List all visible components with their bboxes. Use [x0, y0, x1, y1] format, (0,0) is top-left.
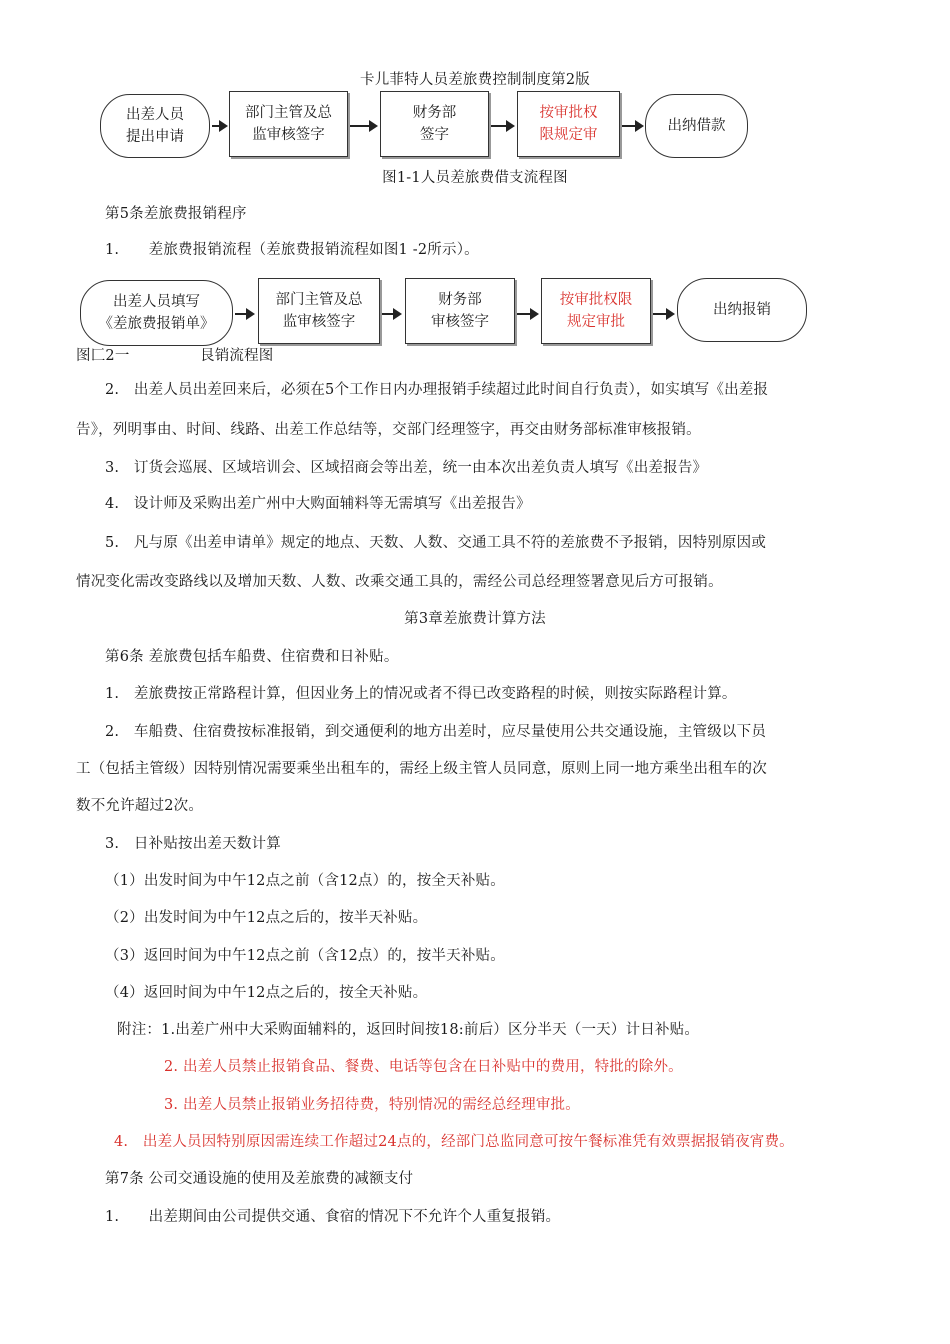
- note-2: 2. 出差人员禁止报销食品、餐费、电话等包含在日补贴中的费用，特批的除外。: [164, 1059, 683, 1075]
- flow2-node-text: 出纳报销: [713, 302, 771, 318]
- article-6-item-2-line-1: 2. 车船费、住宿费按标准报销，到交通便利的地方出差时，应尽量使用公共交通设施，主管级以下员: [105, 724, 767, 740]
- article-5-item-1: 1. 差旅费报销流程（差旅费报销流程如图1 -2所示）。: [105, 242, 479, 258]
- subitem-2: （2）出发时间为中午12点之后的，按半天补贴。: [105, 910, 428, 926]
- article-7-title: 第7条 公司交通设施的使用及差旅费的减额支付: [105, 1171, 414, 1187]
- flow2-node-text: 财务部: [438, 292, 482, 308]
- subitem-1: （1）出发时间为中午12点之前（含12点）的，按全天补贴。: [105, 873, 505, 889]
- flow2-node-text: 部门主管及总: [275, 292, 363, 308]
- flow1-node-text: 财务部: [412, 105, 457, 121]
- article-6-item-1: 1. 差旅费按正常路程计算，但因业务上的情况或者不得已改变路程的时候，则按实际路程计算。: [105, 686, 737, 702]
- flow1-node-text: 监审核签字: [252, 127, 325, 143]
- para-4: 4. 设计师及采购出差广州中大购面辅料等无需填写《出差报告》: [105, 496, 531, 512]
- flow2-caption-right: 艮销流程图: [200, 348, 274, 364]
- flow2-node-fill-form: [80, 280, 233, 346]
- article-6-title: 第6条 差旅费包括车船费、住宿费和日补贴。: [105, 649, 399, 665]
- article-5-title: 第5条差旅费报销程序: [105, 206, 247, 222]
- para-3: 3. 订货会巡展、区域培训会、区域招商会等出差，统一由本次出差负责人填写《出差报告》: [105, 460, 708, 476]
- flow1-node-manager: [229, 91, 348, 157]
- article-7-item-1: 1. 出差期间由公司提供交通、食宿的情况下不允许个人重复报销。: [105, 1209, 561, 1225]
- subitem-4: （4）返回时间为中午12点之后的，按全天补贴。: [105, 985, 428, 1001]
- flow2-node-text: 监审核签字: [282, 314, 356, 330]
- article-6-item-4: 4. 出差人员因特别原因需连续工作超过24点的，经部门总监同意可按午餐标准凭有效票据报销夜宵费。: [114, 1134, 794, 1150]
- flow2-node-text: 审核签字: [431, 314, 489, 330]
- flow1-node-text: 签字: [420, 127, 449, 143]
- flow1-node-text: 出差人员: [126, 107, 184, 123]
- arrow-right-icon: [212, 125, 226, 127]
- flow1-node-finance: [380, 91, 489, 157]
- flow1-node-text: 出纳借款: [667, 118, 726, 134]
- article-6-item-2-line-3: 数不允许超过2次。: [76, 798, 204, 814]
- flow2-caption-left: 图匚2一: [76, 348, 130, 364]
- arrow-right-icon: [622, 125, 642, 127]
- note-1: 附注：1.出差广州中大采购面辅料的，返回时间按18:前后）区分半天（一天）计日补贴。: [117, 1022, 700, 1038]
- flow1-node-text: 提出申请: [126, 129, 184, 145]
- flow2-node-approval: [541, 278, 651, 344]
- flow2-node-text: 出差人员填写: [113, 294, 200, 310]
- para-5-line-2: 情况变化需改变路线以及增加天数、人数、改乘交通工具的，需经公司总经理签署意见后方可报销。: [76, 574, 723, 590]
- flow1-node-approval: [517, 91, 620, 157]
- flow1-node-text: 部门主管及总: [245, 105, 332, 121]
- flow2-node-cashier: [677, 278, 807, 342]
- para-2-line-1: 2. 出差人员出差回来后，必须在5个工作日内办理报销手续超过此时间自行负责），如实填写《出差报: [105, 382, 769, 398]
- page-title: 卡儿菲特人员差旅费控制制度第2版: [360, 72, 590, 88]
- arrow-right-icon: [517, 313, 537, 315]
- flow2-node-text: 规定审批: [567, 314, 625, 330]
- flow1-node-cashier: [645, 94, 748, 158]
- arrow-right-icon: [491, 125, 513, 127]
- para-5-line-1: 5. 凡与原《出差申请单》规定的地点、天数、人数、交通工具不符的差旅费不予报销，因特别原因或: [105, 535, 767, 551]
- arrow-right-icon: [382, 313, 400, 315]
- subitem-3: （3）返回时间为中午12点之前（含12点）的，按半天补贴。: [105, 948, 505, 964]
- flow2-node-manager: [258, 278, 380, 344]
- chapter-3-title: 第3章差旅费计算方法: [404, 611, 546, 627]
- note-3: 3. 出差人员禁止报销业务招待费，特别情况的需经总经理审批。: [164, 1097, 580, 1113]
- article-6-item-3: 3. 日补贴按出差天数计算: [105, 836, 281, 852]
- para-2-line-2: 告》，列明事由、时间、线路、出差工作总结等，交部门经理签字，再交由财务部标准审核报销。: [76, 422, 701, 438]
- arrow-right-icon: [350, 125, 376, 127]
- flow1-node-text: 限规定审: [539, 127, 598, 143]
- arrow-right-icon: [235, 313, 253, 315]
- flow1-caption: 图1-1人员差旅费借支流程图: [382, 170, 568, 186]
- flow2-node-text: 按审批权限: [559, 292, 633, 308]
- flow2-node-text: 《差旅费报销单》: [98, 316, 215, 332]
- arrow-right-icon: [653, 313, 673, 315]
- flow1-node-text: 按审批权: [539, 105, 598, 121]
- flow2-node-finance: [405, 278, 515, 344]
- article-6-item-2-line-2: 工（包括主管级）因特别情况需要乘坐出租车的，需经上级主管人员同意，原则上同一地方乘坐出租车的次: [76, 761, 767, 777]
- flow1-node-apply: [100, 94, 210, 158]
